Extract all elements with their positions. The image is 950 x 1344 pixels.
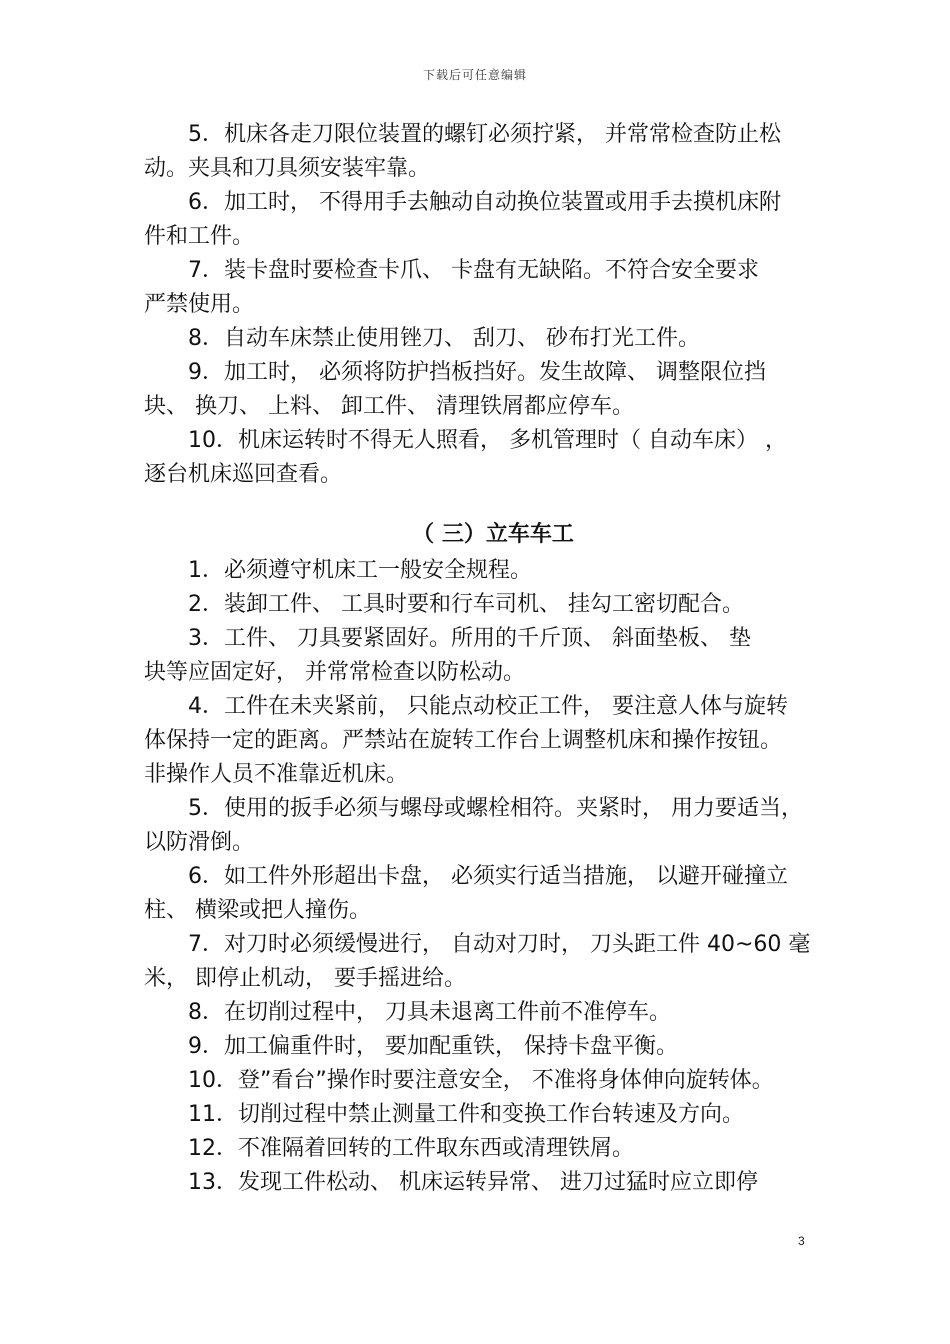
paragraph-line: 9．加工偏重件时， 要加配重铁， 保持卡盘平衡。 <box>188 1034 678 1059</box>
paragraph-line: 7．装卡盘时要检查卡爪、 卡盘有无缺陷。不符合安全要求 <box>188 258 759 283</box>
paragraph <box>144 1030 812 1064</box>
paragraph-line: 5．机床各走刀限位装置的螺钉必须拧紧， 并常常检查防止松 <box>188 122 781 147</box>
paragraph <box>144 254 812 322</box>
paragraph <box>144 424 812 492</box>
paragraph-line: 2．装卸工件、 工具时要和行车司机、 挂勾工密切配合。 <box>188 592 744 617</box>
paragraph <box>144 996 812 1030</box>
paragraph-line: 12．不准隔着回转的工件取东西或清理铁屑。 <box>188 1136 634 1161</box>
paragraph-line: 逐台机床巡回查看。 <box>144 462 343 487</box>
paragraph <box>144 1132 812 1166</box>
paragraph-line: 6．加工时， 不得用手去触动自动换位装置或用手去摸机床附 <box>188 190 781 215</box>
paragraph-line: 块等应固定好， 并常常检查以防松动。 <box>144 660 525 685</box>
paragraph-line: 8．自动车床禁止使用锉刀、 刮刀、 砂布打光工件。 <box>188 326 700 351</box>
paragraph-line: 动。夹具和刀具须安装牢靠。 <box>144 156 431 181</box>
paragraph-line: 米， 即停止机动， 要手摇进给。 <box>144 966 466 991</box>
paragraph <box>144 186 812 254</box>
paragraph <box>144 622 812 690</box>
paragraph-line: 非操作人员不准靠近机床。 <box>144 762 409 787</box>
paragraph <box>144 792 812 860</box>
paragraph <box>144 928 812 996</box>
paragraph-line: 9．加工时， 必须将防护挡板挡好。发生故障、 调整限位挡 <box>188 360 766 385</box>
paragraph-line: 严禁使用。 <box>144 292 255 317</box>
document-body <box>144 118 812 1200</box>
paragraph-line: 10．机床运转时不得无人照看， 多机管理时（ 自动车床） ， <box>188 428 787 453</box>
paragraph <box>144 690 812 792</box>
paragraph-line: 体保持一定的距离。严禁站在旋转工作台上调整机床和操作按钮。 <box>144 728 783 753</box>
paragraph-line: 5．使用的扳手必须与螺母或螺栓相符。夹紧时， 用力要适当， <box>188 796 803 821</box>
paragraph-line: 柱、 横梁或把人撞伤。 <box>144 898 371 923</box>
paragraph-line: 10．登”看台”操作时要注意安全， 不准将身体伸向旋转体。 <box>188 1068 774 1093</box>
paragraph <box>144 588 812 622</box>
paragraph-line: 8．在切削过程中， 刀具未退离工件前不准停车。 <box>188 1000 671 1025</box>
paragraph-line: 6．如工件外形超出卡盘， 必须实行适当措施， 以避开碰撞立 <box>188 864 788 889</box>
paragraph <box>144 860 812 928</box>
paragraph-line: 块、 换刀、 上料、 卸工件、 清理铁屑都应停车。 <box>144 394 634 419</box>
paragraph <box>144 118 812 186</box>
paragraph-line: 3．工件、 刀具要紧固好。所用的千斤顶、 斜面垫板、 垫 <box>188 626 751 651</box>
section-heading: （ 三）立车车工 <box>412 522 574 547</box>
page-number: 3 <box>798 1234 805 1248</box>
paragraph-line: 件和工件。 <box>144 224 255 249</box>
paragraph <box>144 1098 812 1132</box>
paragraph <box>144 322 812 356</box>
page-header: 下载后可任意编辑 <box>422 68 527 82</box>
paragraph-line: 13．发现工件松动、 机床运转异常、 进刀过猛时应立即停 <box>188 1170 758 1195</box>
paragraph <box>144 1064 812 1098</box>
paragraph <box>144 356 812 424</box>
paragraph-line: 1．必须遵守机床工一般安全规程。 <box>188 558 532 583</box>
paragraph-line: 11．切削过程中禁止测量工件和变换工作台转速及方向。 <box>188 1102 744 1127</box>
paragraph-line: 7．对刀时必须缓慢进行， 自动对刀时， 刀头距工件 40~60 毫 <box>188 932 811 957</box>
paragraph <box>144 554 812 588</box>
paragraph-line: 以防滑倒。 <box>144 830 255 855</box>
paragraph <box>144 1166 812 1200</box>
paragraph-line: 4．工件在未夹紧前， 只能点动校正工件， 要注意人体与旋转 <box>188 694 788 719</box>
